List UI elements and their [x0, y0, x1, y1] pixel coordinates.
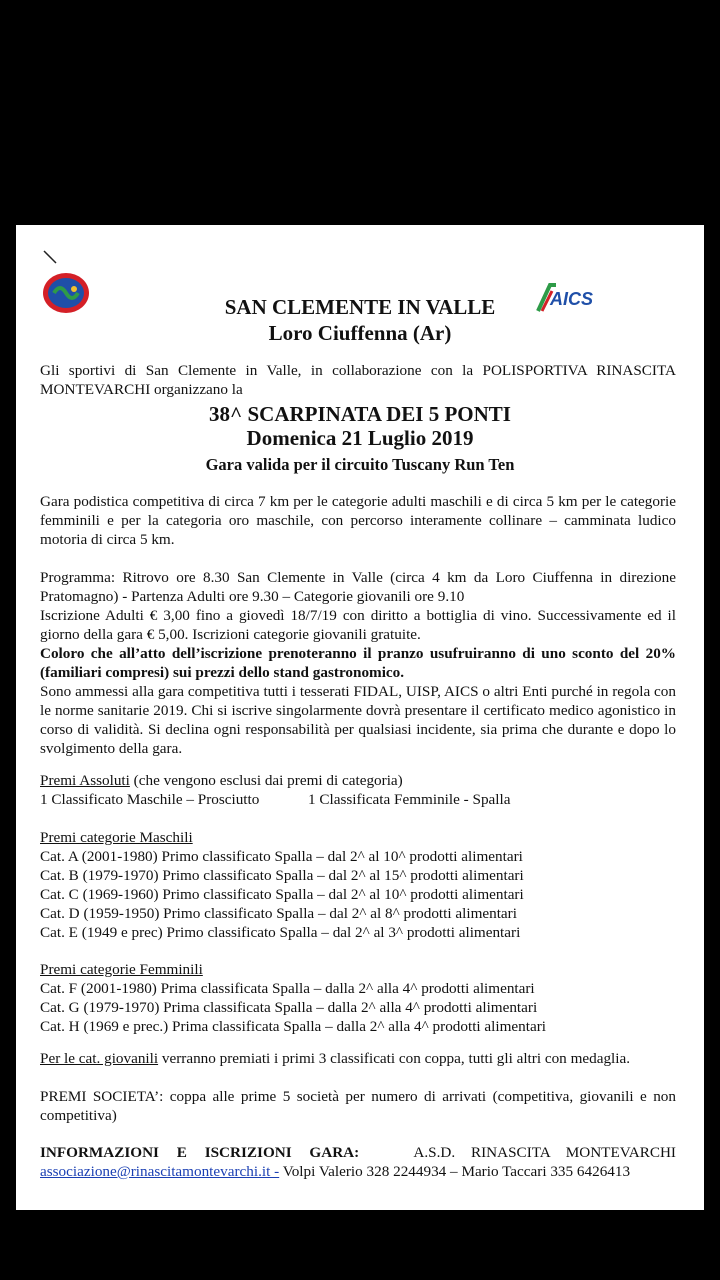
info-heading: INFORMAZIONI E ISCRIZIONI GARA:	[40, 1144, 360, 1161]
event-name: 38^ SCARPINATA DEI 5 PONTI	[209, 402, 511, 426]
program-bold-note: Coloro che all’atto dell’iscrizione prenoteranno il pranzo usufruiranno di uno sconto del 20% (familiari compresi) sui prezzi dello stand gastronomico.	[40, 645, 676, 681]
premi-femminili	[40, 960, 676, 1036]
page-title: SAN CLEMENTE IN VALLE	[224, 295, 496, 319]
intro-text: Gli sportivi di San Clemente in Valle, in collaborazione con la POLISPORTIVA RINASCITA MONTEVARCHI organizzano la	[40, 362, 676, 398]
premi-maschili-heading: Premi categorie Maschili	[40, 829, 193, 846]
premi-assoluti-heading: Premi Assoluti	[40, 772, 130, 789]
info-org: A.S.D. RINASCITA MONTEVARCHI	[413, 1144, 676, 1161]
program-line-3: Sono ammessi alla gara competitiva tutti i tesserati FIDAL, UISP, AICS o altri Enti purché in regola con le norme sanitarie 2019. Chi si iscrive singolarmente dovrà presentare il certificato medico agonistico in corso di validità. Si declina ogni responsabilità per qualsiasi incidente, sia prima che durante e dopo lo svolgimento della gara.	[40, 683, 676, 757]
program-line-2: Iscrizione Adulti € 3,00 fino a giovedì 18/7/19 con diritto a bottiglia di vino. Successivamente ed il giorno della gara € 5,00. Iscrizioni categorie giovanili gratuite.	[40, 607, 676, 643]
premi-assoluti	[40, 771, 676, 809]
svg-text:AICS: AICS	[550, 289, 594, 309]
contacts-text: Volpi Valerio 328 2244934 – Mario Taccari 335 6426413	[279, 1163, 631, 1180]
page-subtitle: Loro Ciuffenna (Ar)	[268, 321, 452, 345]
giovanili-desc: verranno premiati i primi 3 classificati con coppa, tutti gli altri con medaglia.	[158, 1050, 631, 1067]
event-date: Domenica 21 Luglio 2019	[246, 426, 474, 450]
giovanili-label: Per le cat. giovanili	[40, 1050, 159, 1067]
giovanili-text	[40, 1049, 676, 1068]
flyer-page	[16, 225, 704, 1210]
premio-maschile: 1 Classificato Maschile – Prosciutto	[40, 791, 260, 808]
list-item: Cat. D (1959-1950) Primo classificato Spalla – dal 2^ al 8^ prodotti alimentari	[40, 905, 517, 922]
list-item: Cat. B (1979-1970) Primo classificato Spalla – dal 2^ al 15^ prodotti alimentari	[40, 867, 524, 884]
list-item: Cat. A (2001-1980) Primo classificato Spalla – dal 2^ al 10^ prodotti alimentari	[40, 848, 523, 865]
premi-assoluti-note: (che vengono esclusi dai premi di categoria)	[129, 772, 403, 789]
email-link[interactable]: associazione@rinascitamontevarchi.it -	[40, 1163, 280, 1180]
program-block	[40, 568, 676, 758]
societa-text: PREMI SOCIETA’: coppa alle prime 5 società per numero di arrivati (competitiva, giovanili e non competitiva)	[40, 1088, 676, 1124]
description-text: Gara podistica competitiva di circa 7 km per le categorie adulti maschili e di circa 5 km per le categorie femminili e per la categoria oro maschile, con percorso interamente collinare – camminata ludico motoria di circa 5 km.	[40, 493, 676, 548]
program-line-1: Programma: Ritrovo ore 8.30 San Clemente in Valle (circa 4 km da Loro Ciuffenna in direzione Pratomagno) - Partenza Adulti ore 9.30 – Categorie giovanili ore 9.10	[40, 569, 676, 605]
premio-femminile: 1 Classificata Femminile - Spalla	[308, 791, 511, 808]
list-item: Cat. H (1969 e prec.) Prima classificata Spalla – dalla 2^ alla 4^ prodotti alimentari	[40, 1018, 547, 1035]
list-item: Cat. F (2001-1980) Prima classificata Spalla – dalla 2^ alla 4^ prodotti alimentari	[40, 980, 535, 997]
premi-femminili-heading: Premi categorie Femminili	[40, 961, 203, 978]
list-item: Cat. E (1949 e prec) Primo classificato Spalla – dal 2^ al 3^ prodotti alimentari	[40, 924, 521, 941]
list-item: Cat. G (1979-1970) Prima classificata Spalla – dalla 2^ alla 4^ prodotti alimentari	[40, 999, 538, 1016]
premi-maschili	[40, 828, 676, 942]
info-block	[40, 1143, 676, 1181]
event-circuit: Gara valida per il circuito Tuscany Run Ten	[205, 455, 515, 474]
list-item: Cat. C (1969-1960) Primo classificato Spalla – dal 2^ al 10^ prodotti alimentari	[40, 886, 524, 903]
